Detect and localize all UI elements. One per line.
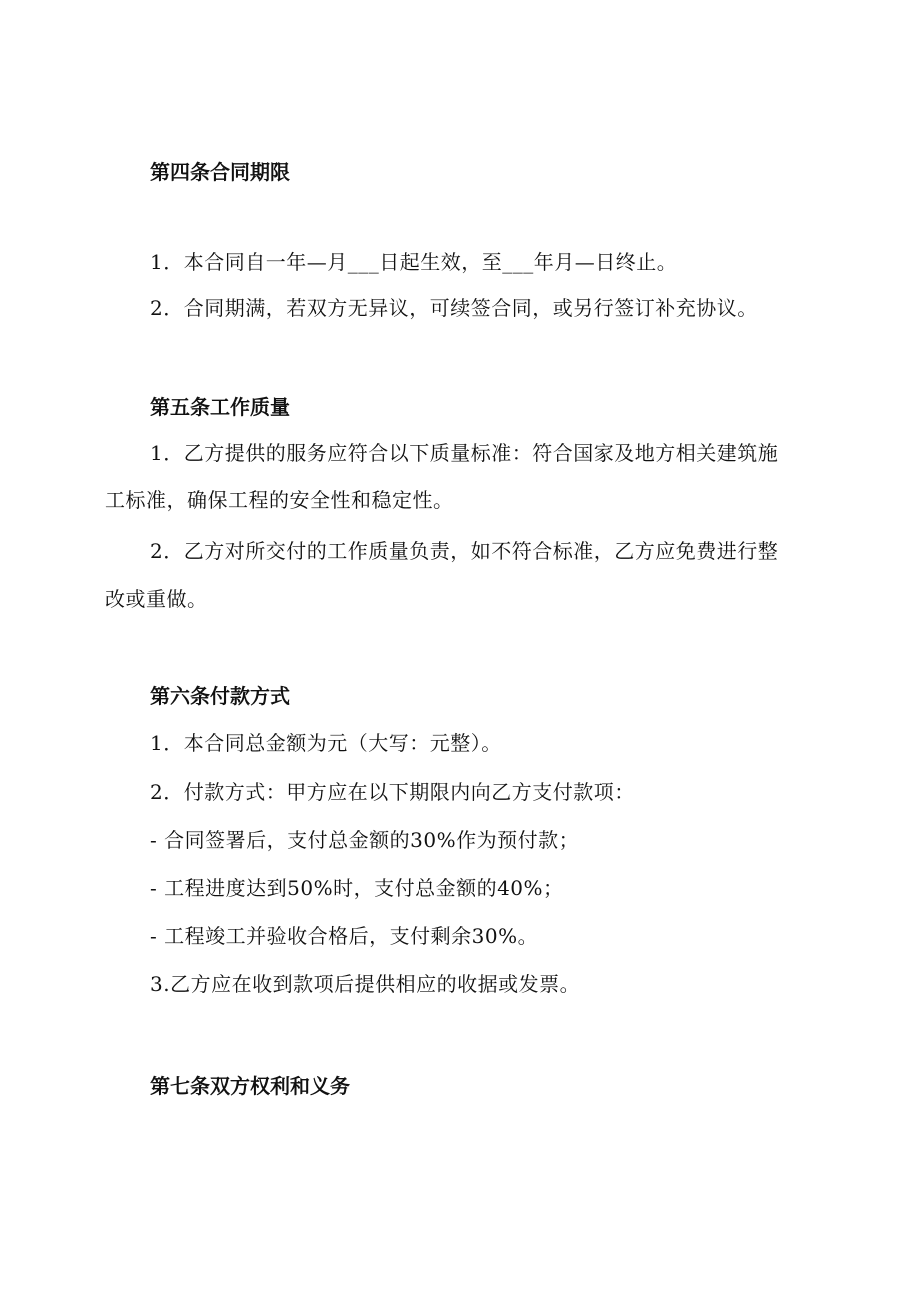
- section-6-item-2: 2．付款方式：甲方应在以下期限内向乙方支付款项：: [150, 780, 635, 804]
- section-6-bullet-1: - 合同签署后，支付总金额的30%作为预付款；: [150, 828, 580, 852]
- section-4-title: 第四条合同期限: [150, 160, 290, 184]
- section-5-item-1-line-2: 工标准，确保工程的安全性和稳定性。: [105, 488, 454, 512]
- section-6-bullet-3: - 工程竣工并验收合格后，支付剩余30%。: [150, 924, 539, 948]
- section-5-item-1-line-1: 1．乙方提供的服务应符合以下质量标准：符合国家及地方相关建筑施: [150, 441, 779, 465]
- section-6-title: 第六条付款方式: [150, 684, 290, 708]
- section-6-bullet-2: - 工程进度达到50%时，支付总金额的40%；: [150, 876, 564, 900]
- section-5-title: 第五条工作质量: [150, 395, 290, 419]
- section-6-item-3: 3.乙方应在收到款项后提供相应的收据或发票。: [150, 972, 581, 996]
- section-6-item-1: 1．本合同总金额为元（大写：元整）。: [150, 731, 502, 755]
- section-5-item-2-line-2: 改或重做。: [105, 587, 208, 611]
- section-4-item-1: 1．本合同自一年—月___日起生效，至___年月—日终止。: [150, 250, 678, 274]
- section-5-item-2-line-1: 2．乙方对所交付的工作质量负责，如不符合标准，乙方应免费进行整: [150, 539, 779, 563]
- section-7-title: 第七条双方权利和义务: [150, 1074, 350, 1098]
- section-4-item-2: 2．合同期满，若双方无异议，可续签合同，或另行签订补充协议。: [150, 296, 758, 320]
